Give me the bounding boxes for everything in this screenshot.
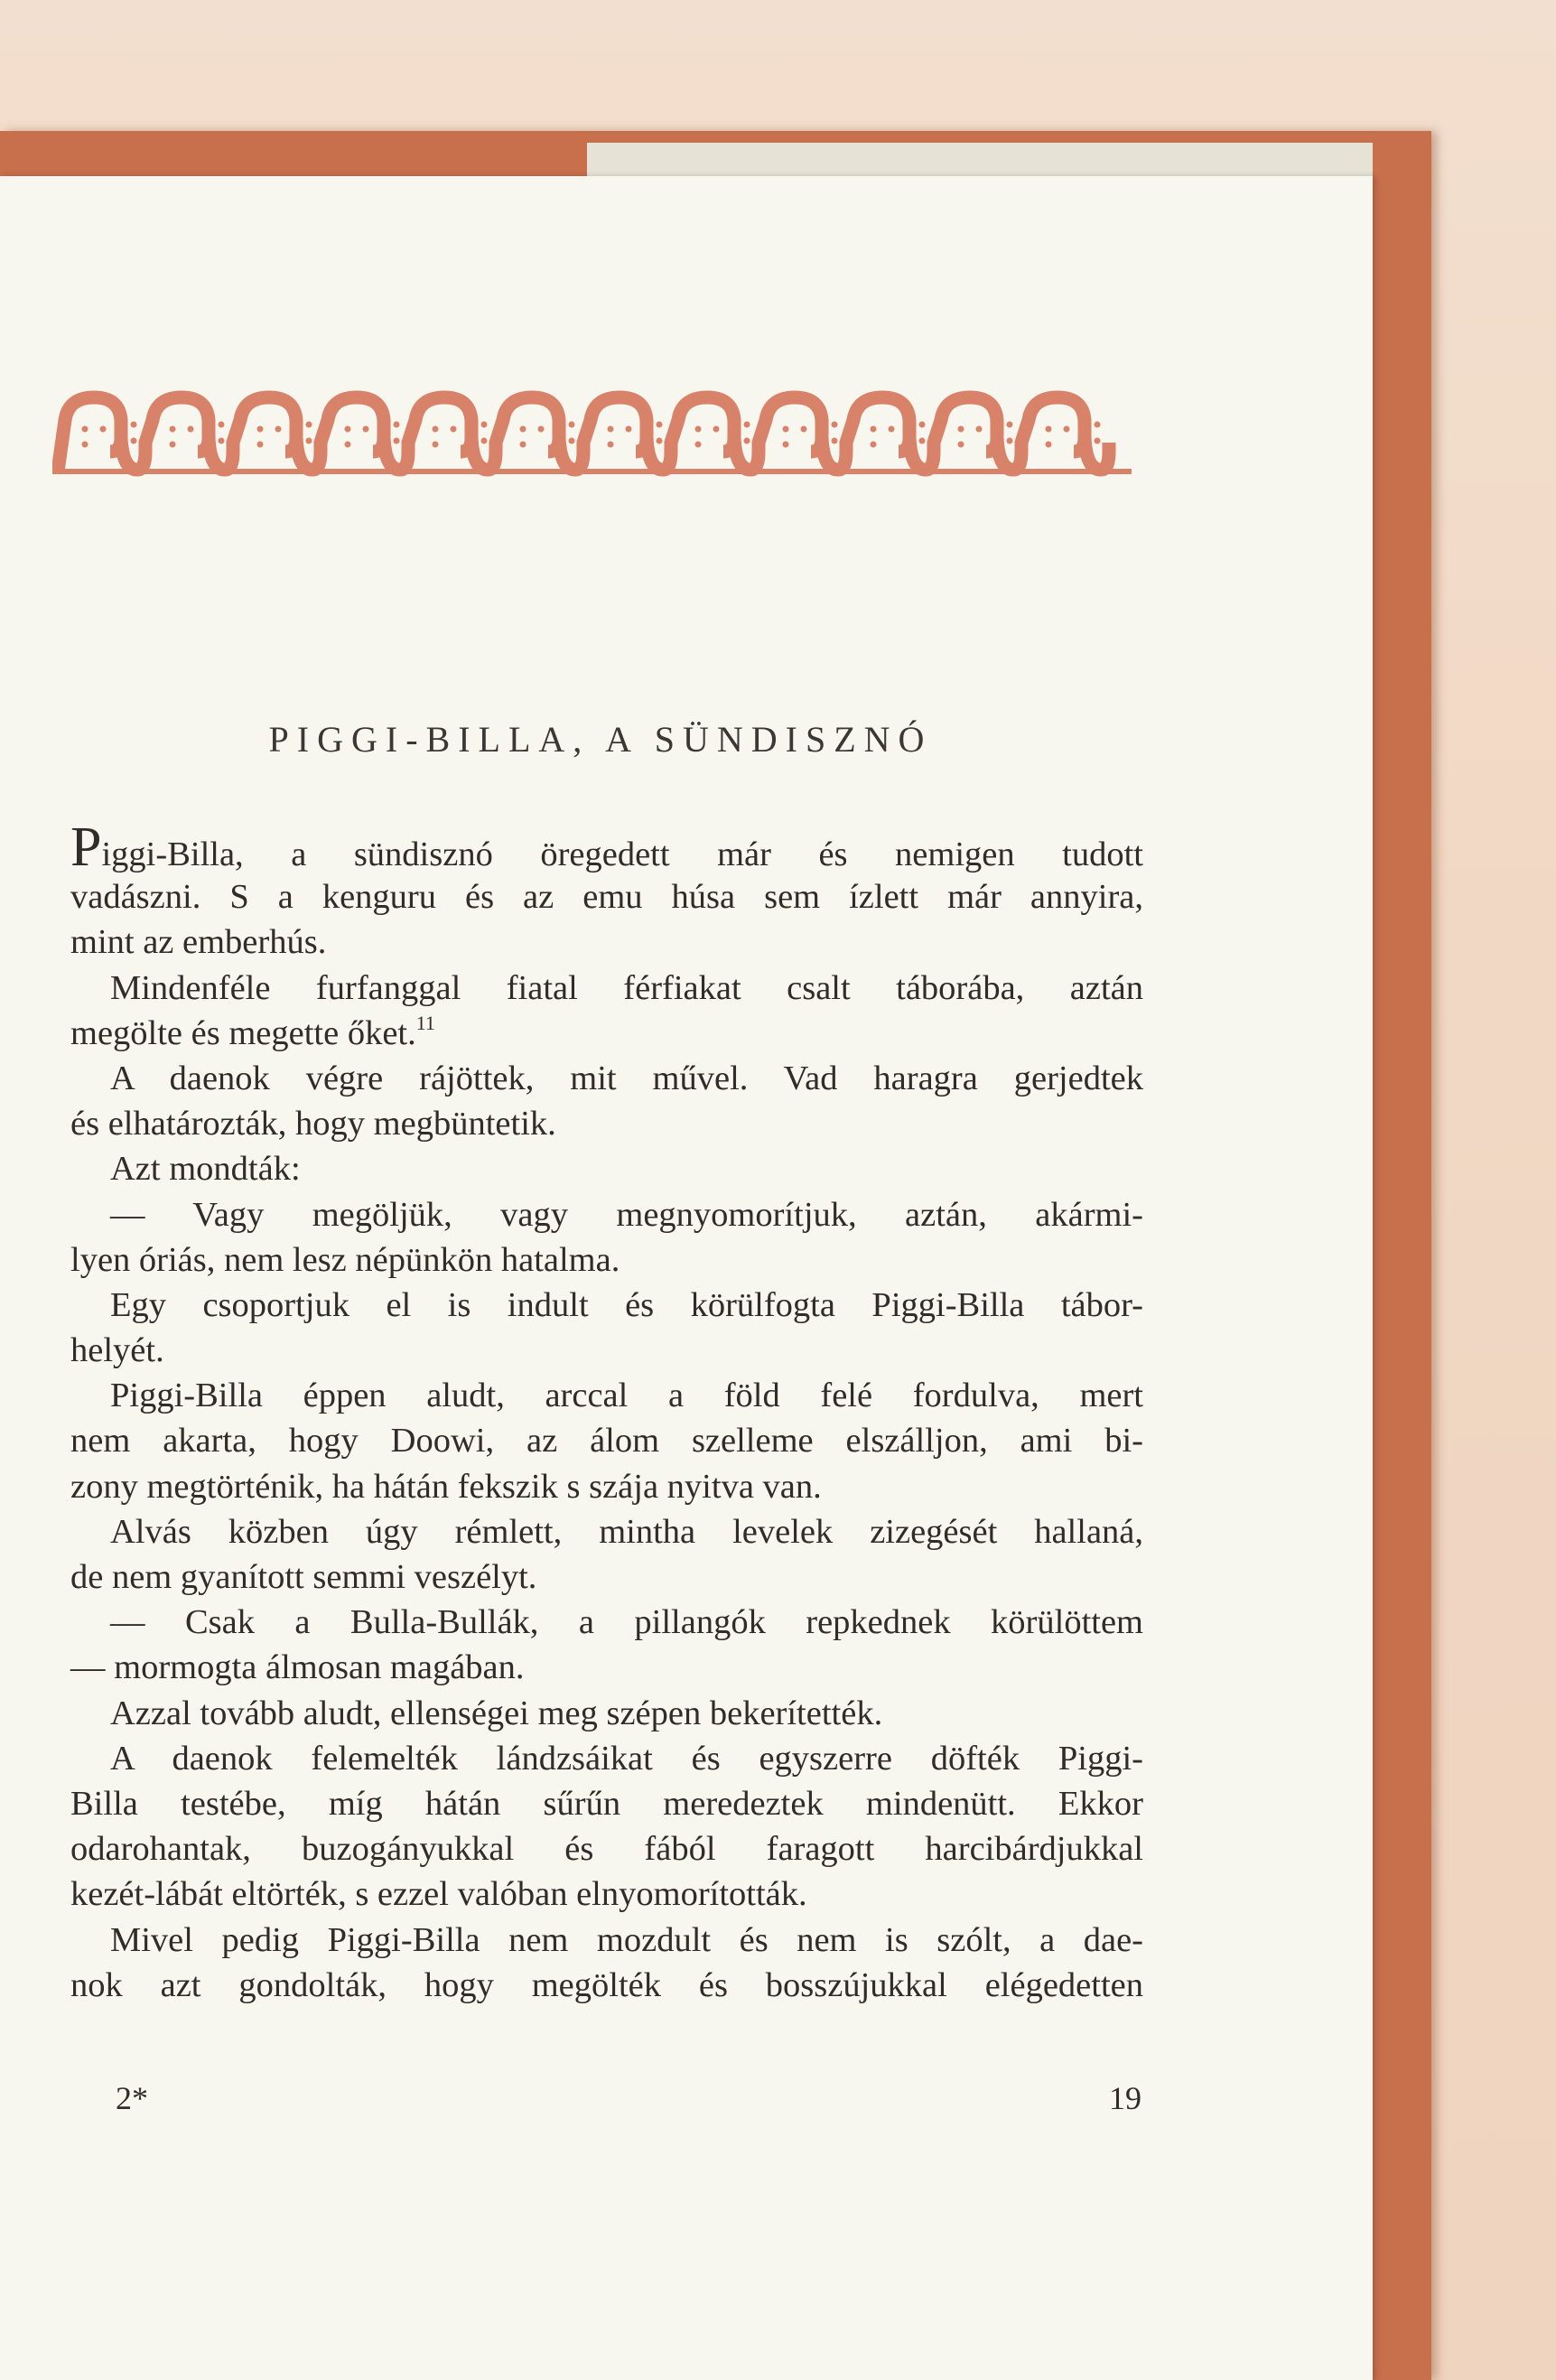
ornament-dot: [433, 426, 439, 433]
ornament-dot: [433, 442, 439, 448]
ornament-dot: [345, 426, 351, 433]
ornament-dot: [744, 422, 750, 428]
ornament-dot: [832, 422, 838, 428]
ornament-dot: [919, 422, 926, 428]
ornament-dot: [889, 426, 895, 433]
ornament-dot: [695, 442, 702, 448]
ornament-dot: [188, 426, 194, 433]
body-text: [70, 817, 1143, 2008]
ornament-dot: [783, 426, 789, 433]
text-line: megölte és megette őket.$^{11}$: [70, 1011, 435, 1052]
ornament-dot: [1095, 438, 1101, 444]
text-line: — Vagy megöljük, vagy megnyomorítjuk, aztán, akármi-: [110, 1195, 1143, 1234]
ornament-dot: [1095, 422, 1101, 428]
text-line: odarohantak, buzogányukkal és fából faragott harcibárdjukkal: [70, 1830, 1143, 1869]
ornament-dot: [520, 442, 526, 448]
ornament-dot: [131, 438, 137, 444]
ornament-dot: [801, 426, 807, 433]
ornament-dot: [1046, 426, 1052, 433]
text-line: Egy csoportjuk el is indult és körülfogta Piggi-Billa tábor-: [110, 1285, 1143, 1324]
ornament-dot: [219, 438, 225, 444]
ornament-dot: [608, 426, 614, 433]
ornament-dot: [306, 422, 312, 428]
ornament-dot: [976, 426, 983, 433]
ornament-wave: [58, 397, 1109, 471]
ornament-dot: [306, 438, 312, 444]
drop-cap: P: [70, 817, 102, 878]
ornament-dot: [569, 438, 575, 444]
text-line: mint az emberhús.: [70, 923, 327, 962]
ornament-dot: [713, 426, 720, 433]
ornament-dot: [1007, 422, 1013, 428]
ornament-dot: [919, 438, 926, 444]
ornament-dot: [82, 442, 89, 448]
text-line: nem akarta, hogy Doowi, az álom szelleme elszálljon, ami bi-: [70, 1422, 1143, 1461]
ornament-dot: [257, 442, 264, 448]
ornament-dot: [657, 438, 663, 444]
text-line: lyen óriás, nem lesz népünkön hatalma.: [70, 1240, 620, 1279]
text-line: Piggi-Billa éppen aludt, arccal a föld felé fordulva, mert: [110, 1377, 1143, 1415]
chapter-title: PIGGI-BILLA, A SÜNDISZNÓ: [268, 719, 933, 760]
ornament-dot: [783, 442, 789, 448]
text-line: kezét-lábát eltörték, s ezzel valóban elnyomorították.: [70, 1875, 807, 1914]
ornament-dot: [481, 422, 488, 428]
ornament-dot: [871, 426, 877, 433]
ornament-dot: [1007, 438, 1013, 444]
ornament-dot: [345, 442, 351, 448]
ornament-dot: [170, 442, 176, 448]
ornament-dot: [257, 426, 264, 433]
decorative-border-ornament: [52, 388, 1132, 479]
ornament-dot: [100, 426, 107, 433]
ornament-dot: [1064, 426, 1070, 433]
ornament-dot: [695, 426, 702, 433]
ornament-dot: [538, 426, 545, 433]
ornament-dot: [394, 422, 400, 428]
text-line: helyét.: [70, 1331, 164, 1370]
page-number: 19: [1109, 2080, 1141, 2116]
ornament-dot: [871, 442, 877, 448]
text-line: Piggi-Billa, a sündisznó öregedett már és nemigen tudott: [70, 817, 1143, 878]
text-line: Billa testébe, míg hátán sűrűn meredeztek mindenütt. Ekkor: [70, 1784, 1143, 1823]
text-line: A daenok felemelték lándzsáikat és egyszerre döfték Piggi-: [110, 1739, 1143, 1778]
text-line: de nem gyanított semmi veszélyt.: [70, 1558, 537, 1596]
text-line: Azt mondták:: [110, 1150, 301, 1189]
text-line: — Csak a Bulla-Bullák, a pillangók repkednek körülöttem: [110, 1603, 1143, 1642]
ornament-dot: [131, 422, 137, 428]
ornament-dot: [481, 438, 488, 444]
ornament-dot: [275, 426, 282, 433]
ornament-dot: [657, 422, 663, 428]
text-line: Mindenféle furfanggal fiatal férfiakat csalt táborába, aztán: [110, 968, 1143, 1007]
ornament-dot: [520, 426, 526, 433]
ornament-dot: [958, 442, 964, 448]
text-line: Mivel pedig Piggi-Billa nem mozdult és nem is szólt, a dae-: [110, 1920, 1143, 1959]
text-line: Azzal tovább aludt, ellenségei meg szépen bekerítették.: [110, 1694, 883, 1732]
ornament-dot: [82, 426, 89, 433]
ornament-dot: [363, 426, 369, 433]
text-line: és elhatározták, hogy megbüntetik.: [70, 1105, 556, 1143]
ornament-dot: [608, 442, 614, 448]
ornament-dot: [219, 422, 225, 428]
ornament-dot: [451, 426, 457, 433]
ornament-dot: [626, 426, 632, 433]
text-line: Alvás közben úgy rémlett, mintha levelek zizegését hallaná,: [110, 1512, 1143, 1551]
text-line: A daenok végre rájöttek, mit művel. Vad haragra gerjedtek: [110, 1059, 1143, 1097]
ornament-dot: [394, 438, 400, 444]
text-line: — mormogta álmosan magában.: [70, 1648, 525, 1687]
ornament-dot: [744, 438, 750, 444]
ornament-dot: [958, 426, 964, 433]
ornament-dot: [569, 422, 575, 428]
footnote-marker: 11: [415, 1011, 435, 1034]
ornament-dot: [170, 426, 176, 433]
text-line: vadászni. S a kenguru és az emu húsa sem ízlett már annyira,: [70, 878, 1143, 917]
ornament-dot: [1046, 442, 1052, 448]
text-line: nok azt gondolták, hogy megölték és bosszújukkal elégedetten: [70, 1965, 1143, 2004]
text-line: zony megtörténik, ha hátán fekszik s szája nyitva van.: [70, 1467, 822, 1506]
signature-mark: 2*: [116, 2080, 148, 2116]
ornament-dot: [832, 438, 838, 444]
